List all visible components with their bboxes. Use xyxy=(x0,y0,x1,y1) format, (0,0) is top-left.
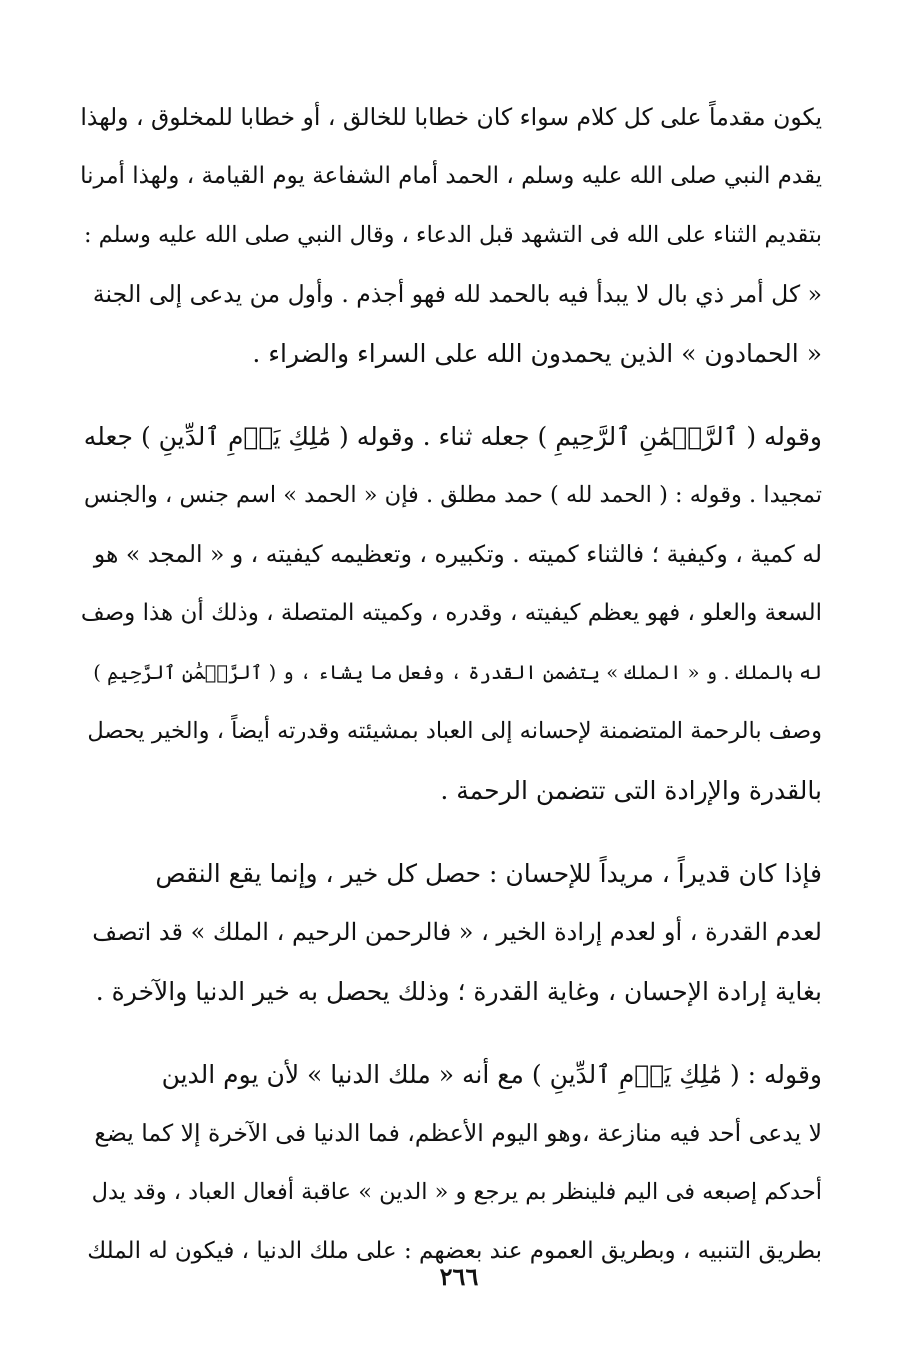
text-line: يقدم النبي صلى الله عليه وسلم ، الحمد أمام الشفاعة يوم القيامة ، ولهذا أمرنا xyxy=(80,163,822,189)
text-line: لا يدعى أحد فيه منازعة ،وهو اليوم الأعظم، فما الدنيا فى الآخرة إلا كما يضع xyxy=(94,1119,822,1147)
paragraph xyxy=(80,844,822,1021)
text-line: له كمية ، وكيفية ؛ فالثناء كميته . وتكبيره ، وتعظيمه كيفيته ، و « المجد » هو xyxy=(93,540,822,568)
text-line: وصف بالرحمة المتضمنة لإحسانه إلى العباد بمشيئته وقدرته أيضاً ، والخير يحصل xyxy=(87,718,822,744)
paragraph-gap xyxy=(80,383,822,407)
text-line: فإذا كان قديراً ، مريداً للإحسان : حصل كل خير ، وإنما يقع النقص xyxy=(155,859,822,888)
paragraph-gap xyxy=(80,1021,822,1045)
text-line: « الحمادون » الذين يحمدون الله على السراء والضراء . xyxy=(252,339,822,368)
paragraph xyxy=(80,1045,822,1281)
paragraph xyxy=(80,88,822,383)
text-line: لعدم القدرة ، أو لعدم إرادة الخير ، « فالرحمن الرحيم ، الملك » قد اتصف xyxy=(92,918,822,946)
text-line: وقوله : ( مَٰلِكِ يَوۡمِ ٱلدِّينِ ) مع أنه « ملك الدنيا » لأن يوم الدين xyxy=(161,1060,822,1089)
page-number: ٢٦٦ xyxy=(439,1262,479,1291)
text-line: بالقدرة والإرادة التى تتضمن الرحمة . xyxy=(440,776,822,805)
text-line: يكون مقدماً على كل كلام سواء كان خطابا للخالق ، أو خطابا للمخلوق ، ولهذا xyxy=(80,103,822,131)
text-line: وقوله ( ٱلرَّحۡمَٰنِ ٱلرَّحِيمِ ) جعله ثناء . وقوله ( مَٰلِكِ يَوۡمِ ٱلدِّينِ ) جعله xyxy=(83,422,822,451)
paragraph-gap xyxy=(80,820,822,844)
text-line: تمجيدا . وقوله : ( الحمد لله ) حمد مطلق . فإن « الحمد » اسم جنس ، والجنس xyxy=(83,482,822,508)
text-line: بغاية إرادة الإحسان ، وغاية القدرة ؛ وذلك يحصل به خير الدنيا والآخرة . xyxy=(95,977,822,1006)
body-text xyxy=(80,88,822,1281)
paragraph xyxy=(80,407,822,820)
text-line: السعة والعلو ، فهو يعظم كيفيته ، وقدره ، وكميته المتصلة ، وذلك أن هذا وصف xyxy=(80,600,822,626)
text-line: له بالملك . و « الملك » يتضمن القدرة ، وفعل ما يشاء ، و ( ٱلرَّحۡمَٰنِ ٱلرَّحِيمِ ) xyxy=(93,661,822,684)
text-line: بطريق التنبيه ، وبطريق العموم عند بعضهم : على ملك الدنيا ، فيكون له الملك xyxy=(87,1238,822,1264)
text-line: بتقديم الثناء على الله فى التشهد قبل الدعاء ، وقال النبي صلى الله عليه وسلم : xyxy=(83,222,822,248)
text-line: « كل أمر ذي بال لا يبدأ فيه بالحمد لله فهو أجذم . وأول من يدعى إلى الجنة xyxy=(92,280,822,308)
text-line: أحدكم إصبعه فى اليم فلينظر بم يرجع و « الدين » عاقبة أفعال العباد ، وقد يدل xyxy=(91,1179,822,1205)
